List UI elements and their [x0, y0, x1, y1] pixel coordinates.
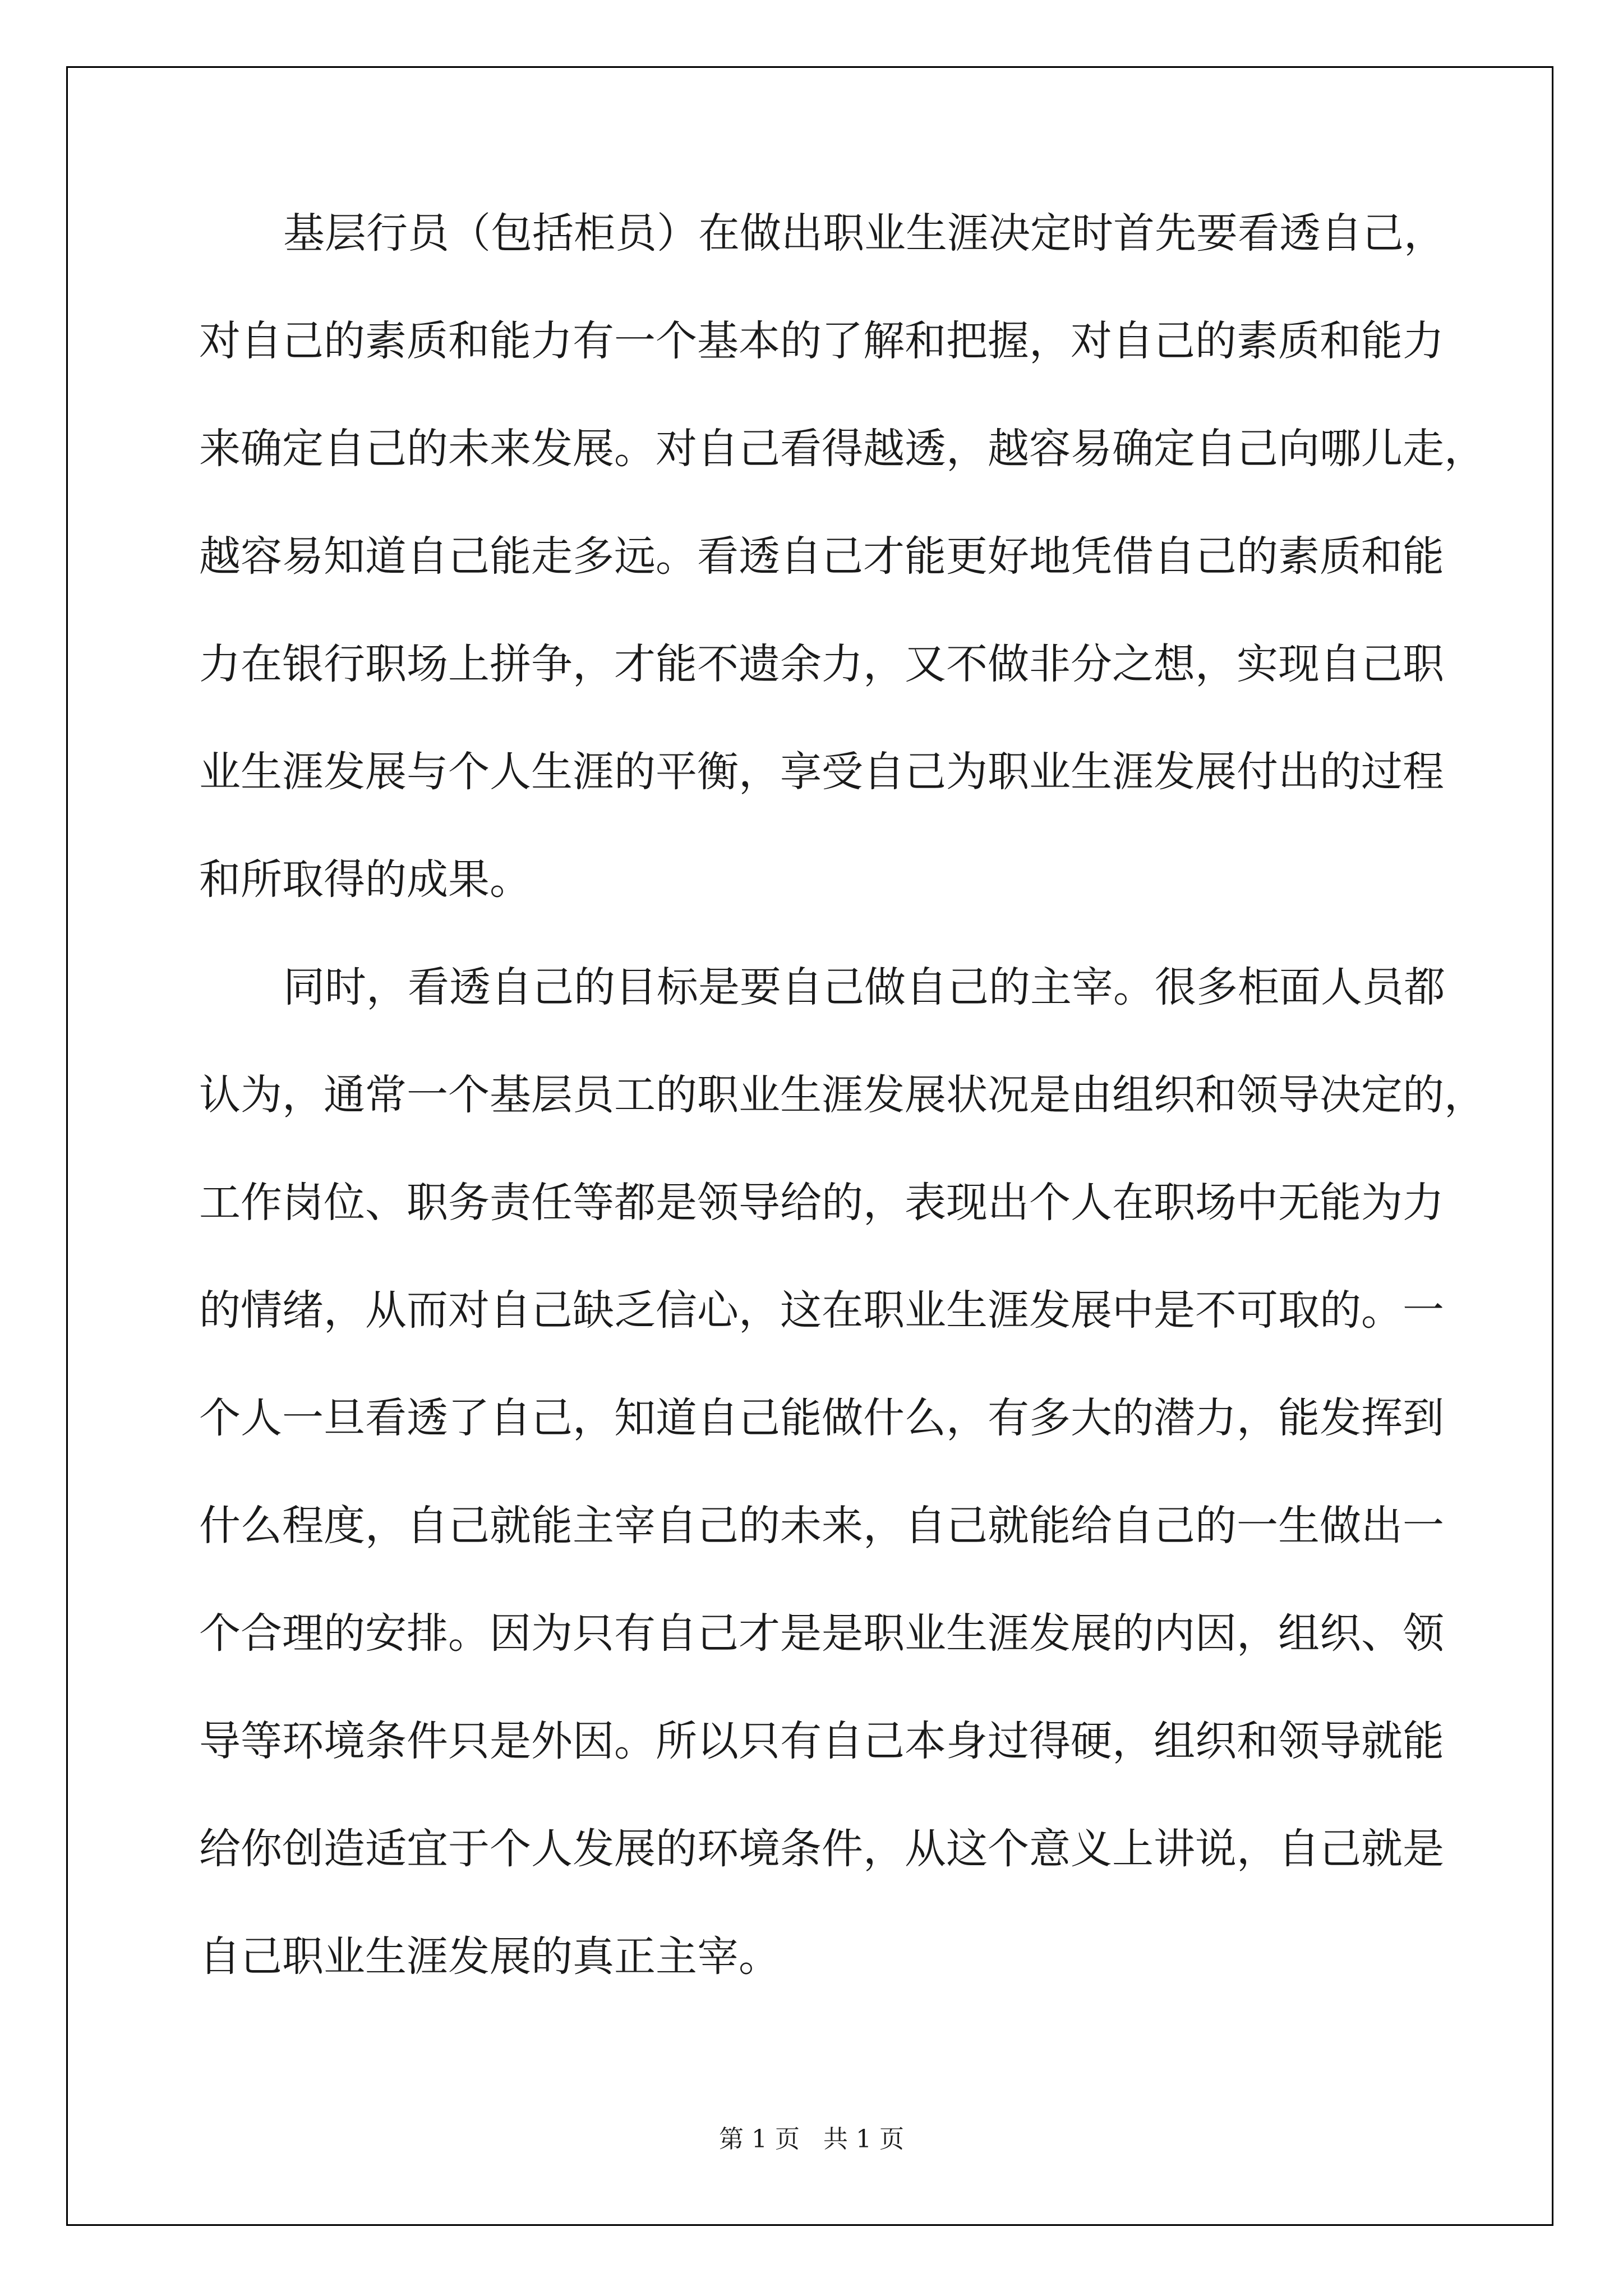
- paragraph-2-line-3: 工作岗位、职务责任等都是领导给的，表现出个人在职场中无能为力: [199, 1179, 1444, 1227]
- paragraph-2-line-6: 什么程度，自己就能主宰自己的未来，自己就能给自己的一生做出一: [199, 1502, 1444, 1550]
- paragraph-2-line-5: 个人一旦看透了自己，知道自己能做什么，有多大的潜力，能发挥到: [199, 1394, 1444, 1442]
- paragraph-2-line-7: 个合理的安排。因为只有自己才是是职业生涯发展的内因，组织、领: [199, 1609, 1444, 1658]
- paragraph-2-line-1: 同时，看透自己的目标是要自己做自己的主宰。很多柜面人员都: [283, 963, 1445, 1011]
- paragraph-2-line-10: 自己职业生涯发展的真正主宰。: [199, 1932, 780, 1981]
- paragraph-2-line-2: 认为，通常一个基层员工的职业生涯发展状况是由组织和领导决定的，: [199, 1071, 1486, 1119]
- paragraph-2-line-9: 给你创造适宜于个人发展的环境条件，从这个意义上讲说，自己就是: [199, 1825, 1444, 1873]
- paragraph-2-line-8: 导等环境条件只是外因。所以只有自己本身过得硬，组织和领导就能: [199, 1717, 1444, 1765]
- paragraph-1-line-6: 业生涯发展与个人生涯的平衡，享受自己为职业生涯发展付出的过程: [199, 748, 1444, 796]
- page-border: [66, 66, 1553, 2226]
- paragraph-1-line-3: 来确定自己的未来发展。对自己看得越透，越容易确定自己向哪儿走，: [199, 425, 1486, 473]
- paragraph-2-line-4: 的情绪，从而对自己缺乏信心，这在职业生涯发展中是不可取的。一: [199, 1286, 1444, 1335]
- paragraph-1-line-2: 对自己的素质和能力有一个基本的了解和把握，对自己的素质和能力: [199, 317, 1444, 365]
- paragraph-1-line-1: 基层行员（包括柜员）在做出职业生涯决定时首先要看透自己，: [283, 209, 1445, 257]
- paragraph-1-line-5: 力在银行职场上拼争，才能不遗余力，又不做非分之想，实现自己职: [199, 640, 1444, 688]
- page-number-footer: 第 1 页 共 1 页: [719, 2125, 904, 2154]
- paragraph-1-line-4: 越容易知道自己能走多远。看透自己才能更好地凭借自己的素质和能: [199, 532, 1444, 581]
- paragraph-1-line-7: 和所取得的成果。: [199, 855, 531, 904]
